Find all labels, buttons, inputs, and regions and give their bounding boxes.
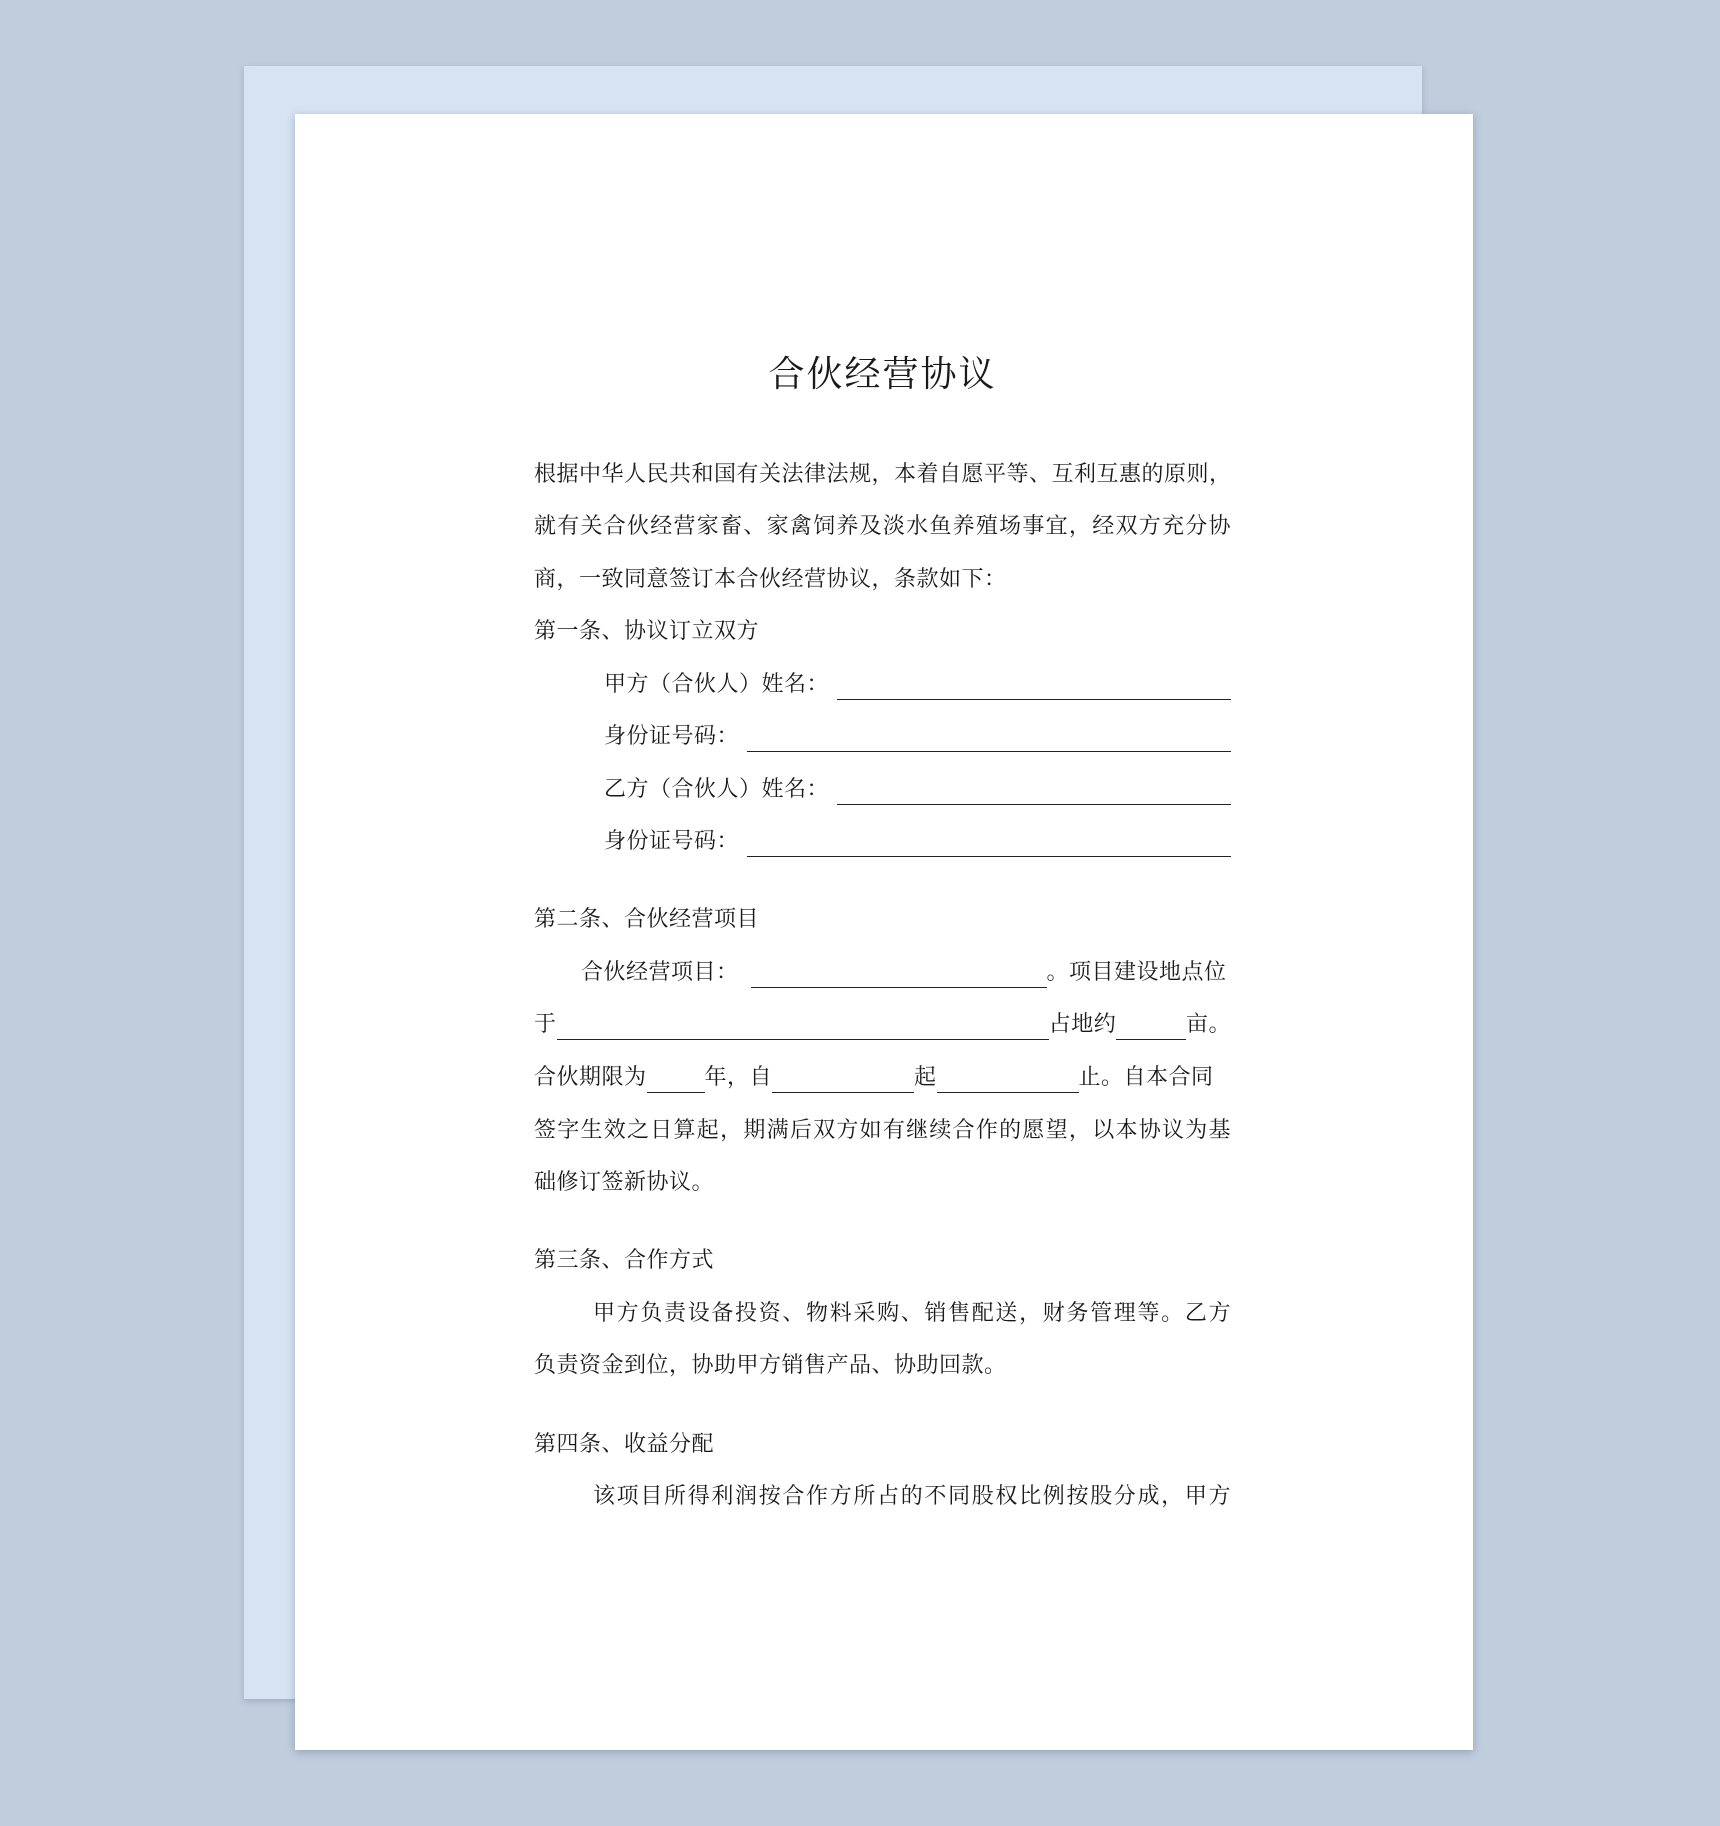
document-page [295,114,1473,1750]
intro-line-3: 商，一致同意签订本合伙经营协议，条款如下： [534,567,1007,592]
article-3-line-1: 甲方负责设备投资、物料采购、销售配送，财务管理等。乙方 [593,1301,1231,1326]
party-a-name-field [604,670,1231,700]
location-label: 。项目建设地点位 [1046,960,1227,985]
party-a-id-field [604,722,1231,752]
article-1-heading: 第一条、协议订立双方 [534,619,760,644]
document-title: 合伙经营协议 [768,354,997,395]
article-2-line-4: 签字生效之日算起，期满后双方如有继续合作的愿望，以本协议为基 [534,1118,1231,1143]
term-start-blank[interactable] [772,1070,914,1093]
party-a-name-blank[interactable] [837,677,1231,700]
article-4-line-1: 该项目所得利润按合作方所占的不同股权比例按股分成，甲方 [593,1484,1231,1509]
article-3-line-2: 负责资金到位，协助甲方销售产品、协助回款。 [534,1353,1007,1378]
location-yu: 于 [534,1012,557,1037]
party-b-name-blank[interactable] [837,782,1231,805]
project-label: 合伙经营项目： [581,960,739,985]
party-b-id-label: 身份证号码： [604,829,740,854]
term-start-label: 起 [914,1065,937,1090]
term-end-label: 止。自本合同 [1078,1065,1214,1090]
location-blank[interactable] [557,1017,1049,1040]
term-line [534,1063,1231,1093]
location-line [534,1010,1231,1040]
party-b-id-blank[interactable] [747,834,1231,857]
party-a-id-blank[interactable] [747,729,1231,752]
party-a-id-label: 身份证号码： [604,724,740,749]
area-blank[interactable] [1116,1017,1186,1040]
term-end-blank[interactable] [937,1070,1079,1093]
party-b-name-label: 乙方（合伙人）姓名： [604,777,830,802]
term-year-unit: 年，自 [704,1065,773,1090]
intro-line-2: 就有关合伙经营家畜、家禽饲养及淡水鱼养殖场事宜，经双方充分协 [534,514,1231,539]
article-4-heading: 第四条、收益分配 [534,1432,715,1457]
term-years-blank[interactable] [647,1070,705,1093]
intro-line-1: 根据中华人民共和国有关法律法规，本着自愿平等、互利互惠的原则， [534,462,1232,487]
term-label: 合伙期限为 [534,1065,647,1090]
area-unit: 亩。 [1185,1012,1231,1037]
project-blank[interactable] [751,965,1047,988]
party-b-id-field [604,827,1231,857]
article-2-heading: 第二条、合伙经营项目 [534,907,760,932]
party-b-name-field [604,775,1231,805]
project-line [581,958,1231,988]
article-2-line-5: 础修订签新协议。 [534,1170,715,1195]
area-label: 占地约 [1048,1012,1117,1037]
party-a-name-label: 甲方（合伙人）姓名： [604,672,830,697]
article-3-heading: 第三条、合作方式 [534,1248,715,1273]
